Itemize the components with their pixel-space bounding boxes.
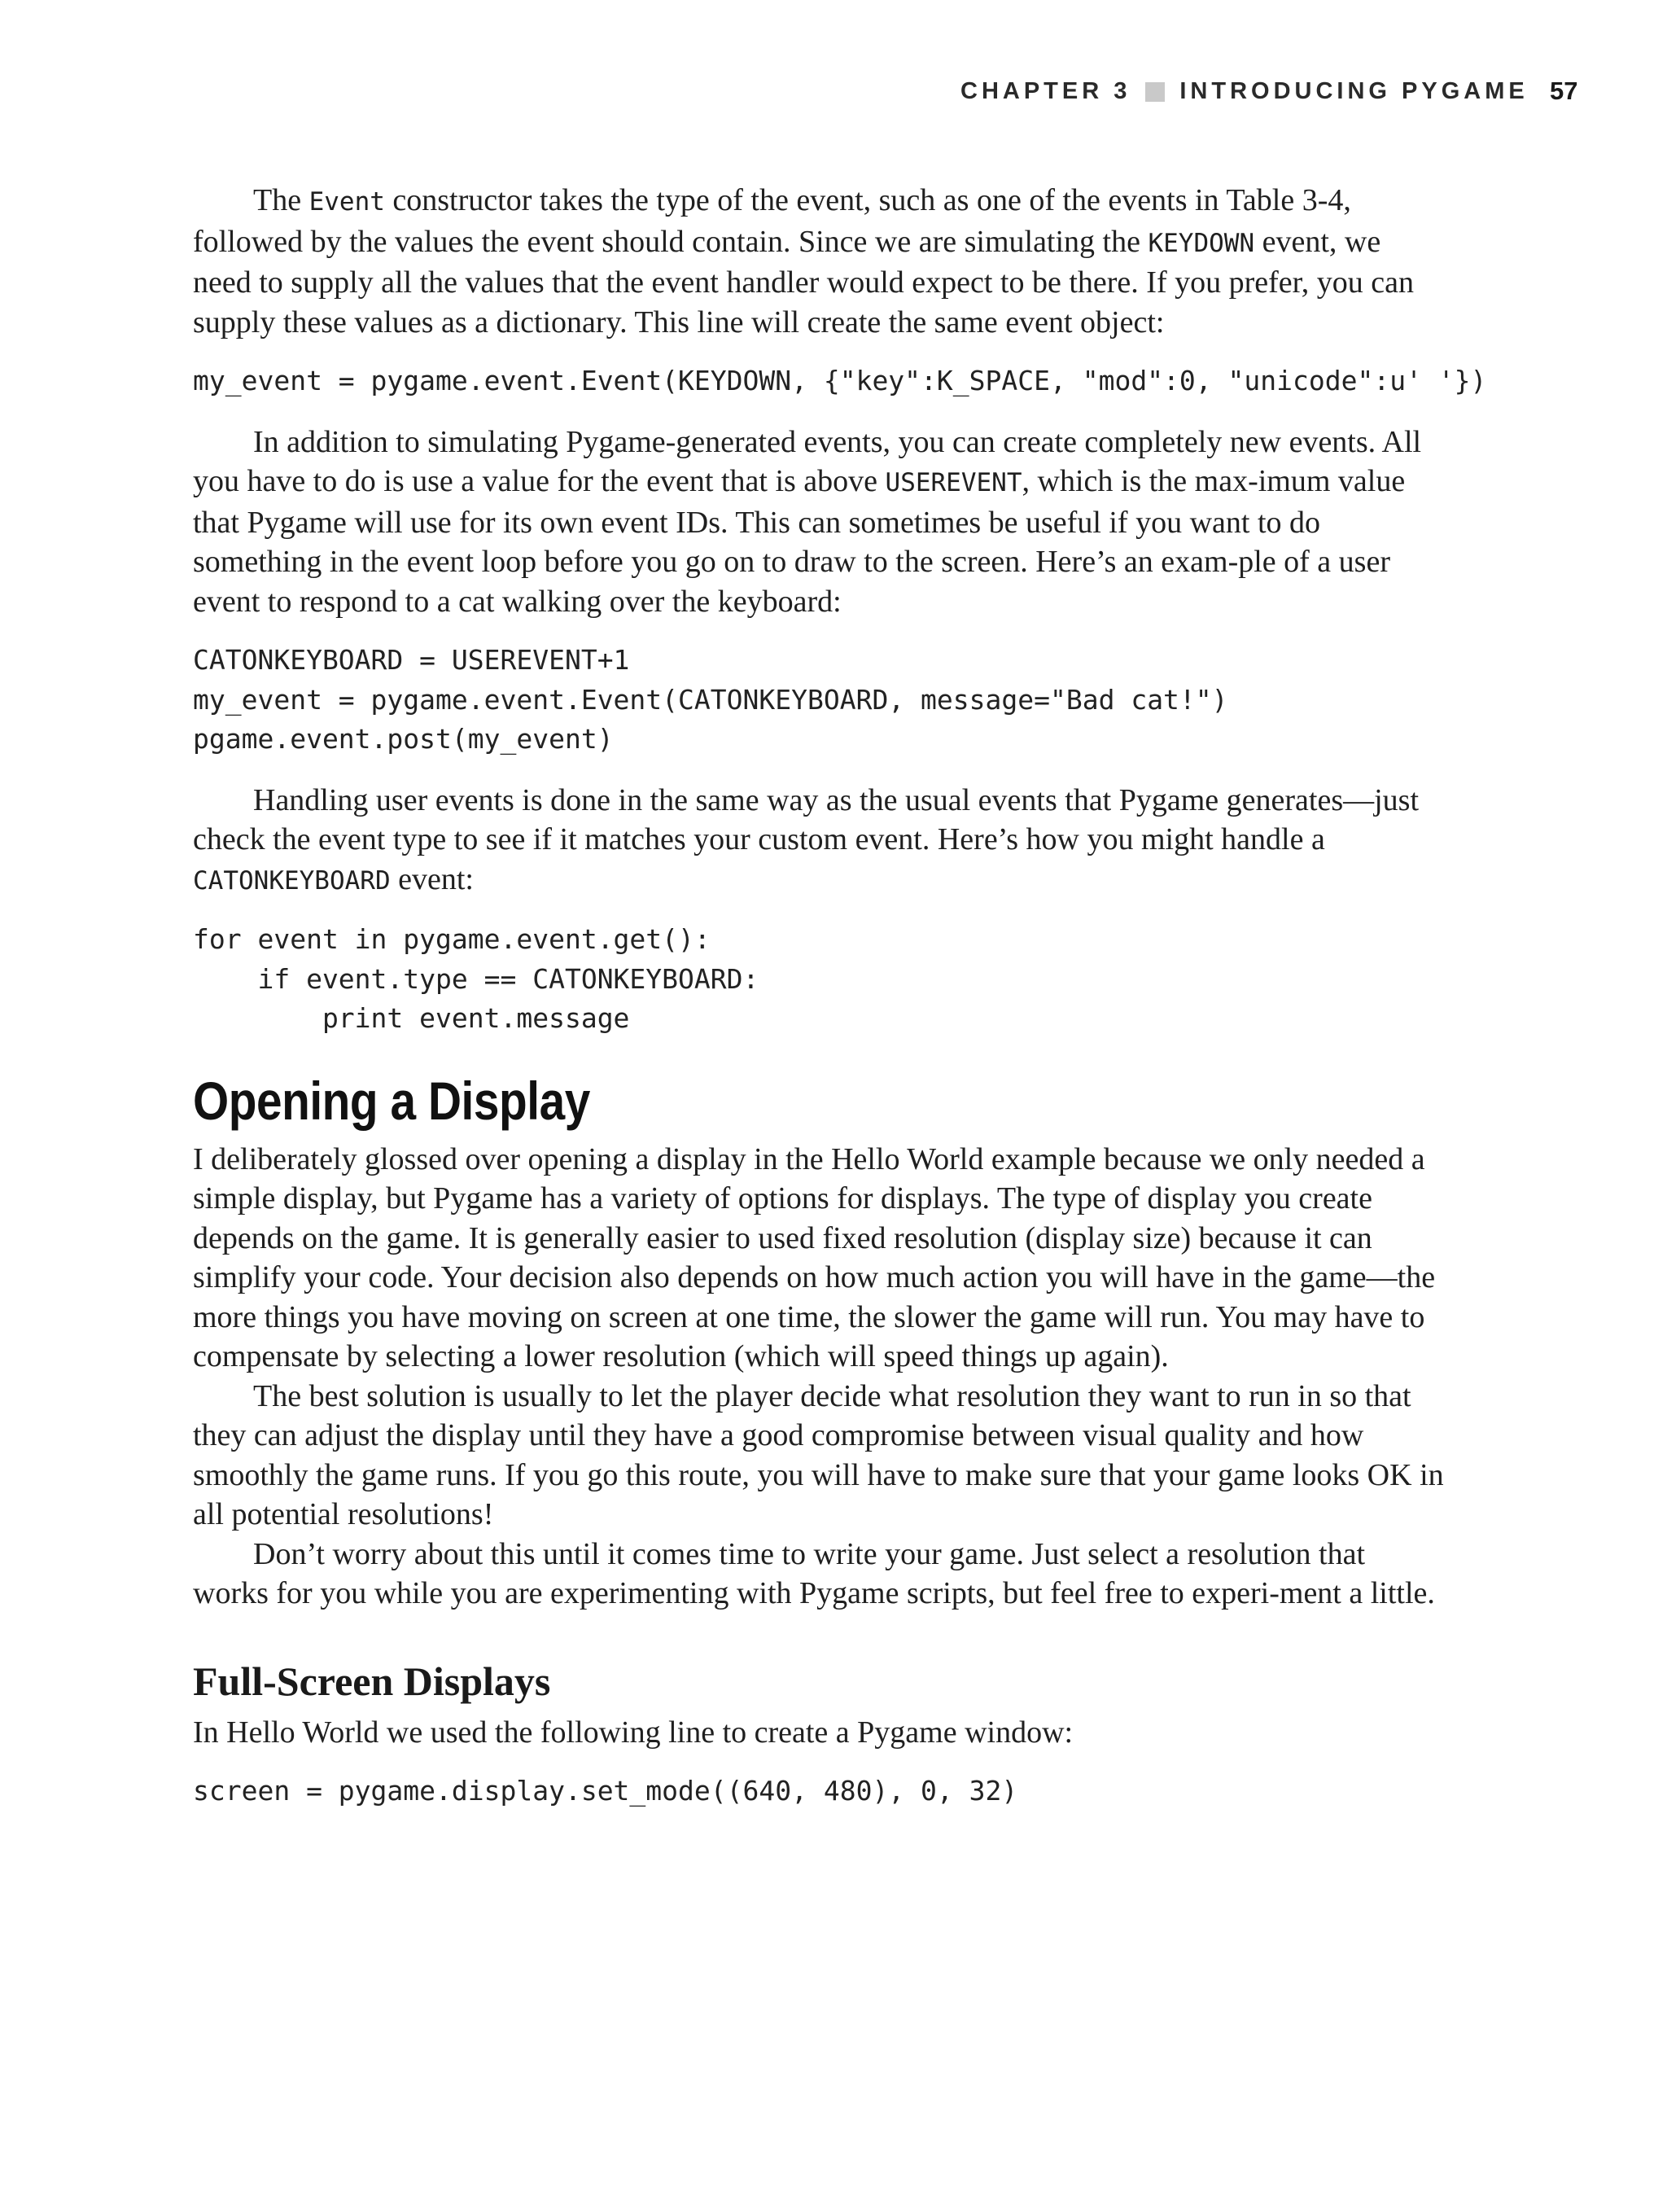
paragraph-handling-user-events: [193, 781, 1446, 901]
text-run: Handling user events is done in the same way as the usual events that Pygame generates—just check the event type to see if it matches your custom event. Here’s how you might handle a: [193, 782, 1420, 856]
paragraph-hello-world-window: In Hello World we used the following line to create a Pygame window:: [193, 1715, 1074, 1750]
chapter-title: INTRODUCING PYGAME: [1179, 78, 1529, 104]
code-line: for event in pygame.event.get():: [193, 923, 711, 955]
code-line: my_event = pygame.event.Event(KEYDOWN, {"key":K_SPACE, "mod":0, "unicode":u' '}): [193, 365, 1487, 396]
inline-code: Event: [308, 187, 385, 217]
code-block-event-dict: [193, 361, 1487, 401]
inline-code: USEREVENT: [885, 468, 1022, 497]
running-head: [960, 78, 1529, 105]
paragraph-dont-worry: Don’t worry about this until it comes time to write your game. Just select a resolution that works for you while you are experimenting with Pygame scripts, but feel free to experi-ment a little.: [193, 1536, 1435, 1610]
paragraph-best-solution: The best solution is usually to let the player decide what resolution they want to run in so that they can adjust the display until they have a good compromise between visual quality and how smoothly the game runs. If you go this route, you will have to make sure that your game looks OK in all potential resolutions!: [193, 1378, 1444, 1531]
code-line: my_event = pygame.event.Event(CATONKEYBOARD, message="Bad cat!"): [193, 683, 1228, 716]
code-line: screen = pygame.display.set_mode((640, 480), 0, 32): [193, 1775, 1018, 1807]
page-body: [193, 181, 1487, 1833]
paragraph-user-events: [193, 423, 1446, 622]
code-line: CATONKEYBOARD = USEREVENT+1: [193, 644, 630, 676]
text-run: constructor takes the type of the event, such as one of the events in Table 3-4, followed by the values the event should contain. Since we are simulating the: [193, 183, 1351, 259]
text-run: , which is the max-imum value that Pygame will use for its own event IDs. This can sometimes be useful if you want to do something in the event loop before you go on to draw to the screen. Here’s an exam-ple of a user event to respond to a cat walking over the keyboard:: [193, 464, 1406, 619]
paragraph-event-constructor: [193, 181, 1446, 342]
section-heading: Opening a Display: [193, 1070, 590, 1131]
code-block-event-loop: [193, 920, 1446, 1039]
page-number: 57: [1550, 77, 1578, 105]
code-line: pgame.event.post(my_event): [193, 723, 614, 755]
paragraph-display-options: I deliberately glossed over opening a display in the Hello World example because we only needed a simple display, but Pygame has a variety of options for displays. The type of display you create depends on the game. It is generally easier to used fixed resolution (display size) because it can simplify your code. Your decision also depends on how much action you will have in the game—the more things you have moving on screen at one time, the slower the game will run. You may have to compensate by selecting a lower resolution (which will speed things up again).: [193, 1141, 1436, 1373]
inline-code: KEYDOWN: [1148, 228, 1255, 258]
text-run: The: [253, 183, 309, 217]
code-block-user-event: [193, 641, 1446, 760]
subsection-heading: Full-Screen Displays: [193, 1658, 551, 1704]
inline-code: CATONKEYBOARD: [193, 865, 391, 896]
text-run: event:: [390, 861, 474, 896]
code-line: print event.message: [193, 1002, 630, 1034]
text-run: In addition to simulating Pygame-generated events, you can create completely new events. All you have to do is use a value for the event that is above: [193, 424, 1422, 498]
code-line: if event.type == CATONKEYBOARD:: [193, 962, 759, 995]
chapter-label: CHAPTER 3: [960, 78, 1131, 104]
text-run: event, we need to supply all the values that the event handler would expect to be there. If you prefer, you can supply these values as a dictionary. This line will create the same event object:: [193, 224, 1414, 339]
separator-square-icon: [1145, 82, 1165, 102]
code-block-set-mode: [193, 1772, 1446, 1811]
